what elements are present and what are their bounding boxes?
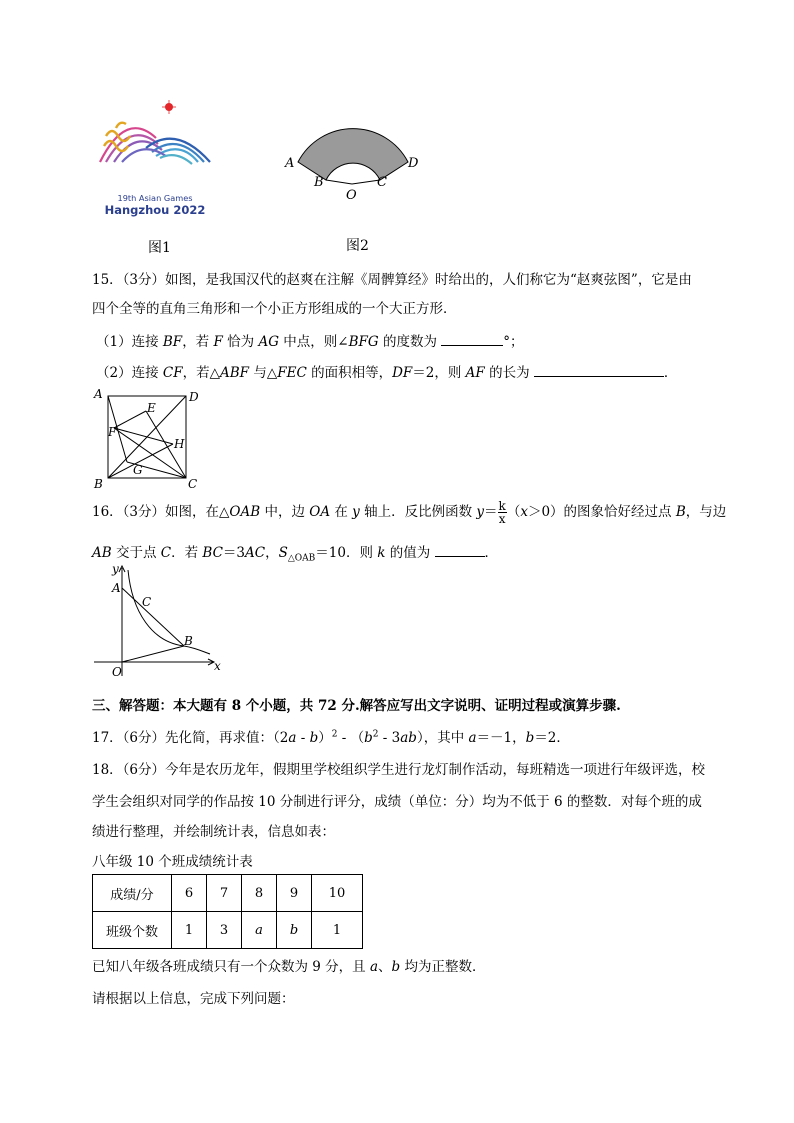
table-cell: a [242,912,277,949]
table-cell: 成绩/分 [93,875,172,912]
figure-1-logo [96,100,214,220]
q17-line: 17．（6分）先化简，再求值：$(2a - b)^2 - (b^2 - 3ab)$，其中 a＝－1，b＝2． [92,729,570,746]
q16-line1: 16．（3分）如图，在△OAB 中，边 OA 在 y 轴上．反比例函数 y＝ $\frac{k}{x}$ （x＞0）的图象恰好经过点 B，与边 [92,499,727,526]
q18-line1: 18．（6分）今年是农历龙年，假期里学校组织学生进行龙灯制作活动，每班精选一项进行年级评选，校 [92,762,706,778]
diagram15-label-g: G [133,463,143,477]
fig2-label-c: C [377,175,387,190]
q18-after-line1: 已知八年级各班成绩只有一个众数为 9 分，且 a、b 均为正整数． [92,959,486,975]
q15-part2: （2）连接 CF，若△ABF 与△FEC 的面积相等，DF＝2，则 AF 的长为 ． [96,365,678,381]
table-cell: 7 [207,875,242,912]
q16-line2: AB 交于点 C．若 BC＝3AC，$S_{\triangle OAB}=10$．则 k 的值为 ． [92,545,499,564]
graph16-label-x: x [214,659,221,673]
fig2-label-d: D [408,156,419,171]
figure-2-caption: 图2 [346,238,369,254]
table-cell: 班级个数 [93,912,172,949]
section-3-heading: 三、解答题：本大题有 8 个小题，共 72 分.解答应写出文字说明、证明过程或演算步骤. [92,698,621,714]
q18-line2: 学生会组织对同学的作品按 10 分制进行评分，成绩（单位：分）均为不低于 6 的整数．对每个班的成 [92,794,702,810]
q18-table-title: 八年级 10 个班成绩统计表 [92,854,253,870]
q15-part2-answer-blank[interactable] [534,363,664,377]
table-cell: 9 [277,875,312,912]
diagram15-label-c: C [188,477,198,490]
diagram15-label-b: B [94,477,103,490]
fraction-k-over-x: $\frac{k}{x}$ [498,499,506,526]
fig2-label-b: B [314,175,324,190]
diagram15-label-f: F [108,425,117,439]
graph16-label-y: y [112,562,119,576]
q15-stem-line2: 四个全等的直角三角形和一个小正方形组成的一个大正方形． [92,301,457,317]
diagram15-label-d: D [189,390,199,404]
graph16-label-c: C [142,595,152,609]
graph16-label-o: O [112,665,122,679]
q16-graph [92,562,227,682]
table-cell: 3 [207,912,242,949]
q18-line3: 绩进行整理，并绘制统计表，信息如表： [92,824,335,840]
table-cell: 1 [312,912,363,949]
logo-text-line2: Hangzhou 2022 [104,203,206,217]
q15-stem-line1: 15．（3分）如图，是我国汉代的赵爽在注解《周髀算经》时给出的，人们称它为“赵爽弦图”，它是由 [92,272,692,288]
figure-2-fan [282,120,422,204]
table-row [93,875,363,912]
diagram15-label-a: A [94,387,103,401]
table-cell: 6 [172,875,207,912]
q16-answer-blank[interactable] [435,543,485,557]
graph16-label-a: A [112,581,121,595]
asian-games-logo-icon [96,100,214,220]
zhao-shuang-diagram [88,384,208,490]
score-stats-table [92,874,363,949]
table-cell: 8 [242,875,277,912]
figure-1-caption: 图1 [148,240,171,256]
table-cell: b [277,912,312,949]
q18-after-line2: 请根据以上信息，完成下列问题： [92,991,295,1007]
table-cell: 1 [172,912,207,949]
diagram15-label-e: E [147,401,156,415]
q15-part1: （1）连接 BF，若 F 恰为 AG 中点，则∠BFG 的度数为 °； [96,334,524,350]
table-cell: 10 [312,875,363,912]
diagram15-label-h: H [174,437,185,451]
table-row [93,912,363,949]
logo-text-line1: 19th Asian Games [117,193,193,203]
q15-part1-answer-blank[interactable] [441,332,503,346]
fig2-label-o: O [346,188,357,203]
graph16-label-b: B [184,634,193,648]
fig2-label-a: A [285,156,295,171]
